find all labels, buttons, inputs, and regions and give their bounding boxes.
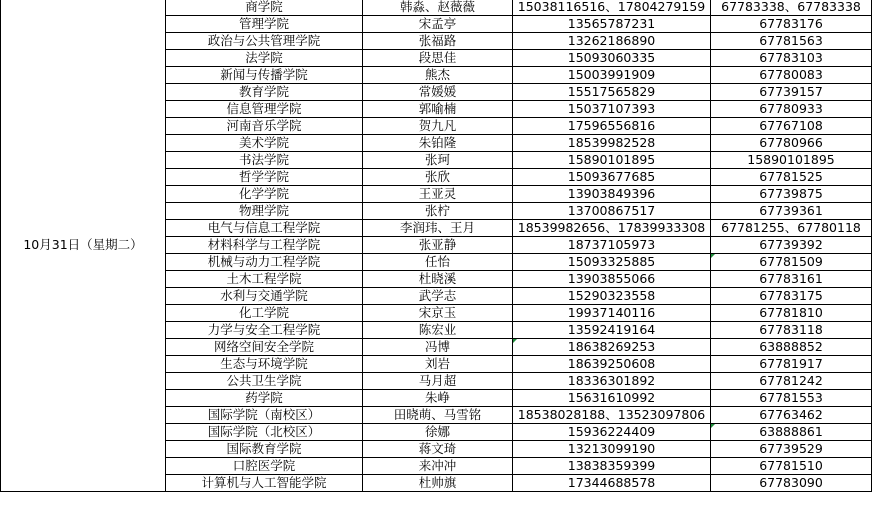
- mobile-cell[interactable]: 18639250608: [513, 356, 711, 373]
- office-cell[interactable]: 67783176: [711, 16, 872, 33]
- college-cell[interactable]: 电气与信息工程学院: [166, 220, 363, 237]
- office-cell[interactable]: 67763462: [711, 407, 872, 424]
- contact-cell[interactable]: 杜晓溪: [363, 271, 513, 288]
- college-cell[interactable]: 化工学院: [166, 305, 363, 322]
- mobile-cell[interactable]: 15936224409: [513, 424, 711, 441]
- college-cell[interactable]: 教育学院: [166, 84, 363, 101]
- contact-cell[interactable]: 熊杰: [363, 67, 513, 84]
- contact-cell[interactable]: 刘岩: [363, 356, 513, 373]
- contact-cell[interactable]: 张欣: [363, 169, 513, 186]
- office-cell[interactable]: 67781509: [711, 254, 872, 271]
- contact-cell[interactable]: 朱峥: [363, 390, 513, 407]
- college-cell[interactable]: 商学院: [166, 0, 363, 16]
- office-cell[interactable]: 67781510: [711, 458, 872, 475]
- college-cell[interactable]: 书法学院: [166, 152, 363, 169]
- mobile-cell[interactable]: 13213099190: [513, 441, 711, 458]
- office-cell[interactable]: 67783338、67783338: [711, 0, 872, 16]
- office-cell[interactable]: 67780083: [711, 67, 872, 84]
- college-cell[interactable]: 法学院: [166, 50, 363, 67]
- office-cell[interactable]: 67739529: [711, 441, 872, 458]
- contact-cell[interactable]: 冯博: [363, 339, 513, 356]
- office-cell[interactable]: 67783118: [711, 322, 872, 339]
- mobile-cell[interactable]: 15517565829: [513, 84, 711, 101]
- mobile-cell[interactable]: 18539982528: [513, 135, 711, 152]
- college-cell[interactable]: 国际教育学院: [166, 441, 363, 458]
- contact-cell[interactable]: 马月超: [363, 373, 513, 390]
- contact-cell[interactable]: 张福路: [363, 33, 513, 50]
- office-cell[interactable]: 67781810: [711, 305, 872, 322]
- college-cell[interactable]: 美术学院: [166, 135, 363, 152]
- contact-cell[interactable]: 徐娜: [363, 424, 513, 441]
- college-cell[interactable]: 信息管理学院: [166, 101, 363, 118]
- table-row: [1, 0, 872, 16]
- college-cell[interactable]: 生态与环境学院: [166, 356, 363, 373]
- mobile-cell[interactable]: 15093325885: [513, 254, 711, 271]
- college-cell[interactable]: 土木工程学院: [166, 271, 363, 288]
- mobile-cell[interactable]: 13262186890: [513, 33, 711, 50]
- office-cell[interactable]: 67739361: [711, 203, 872, 220]
- mobile-cell[interactable]: 13592419164: [513, 322, 711, 339]
- college-cell[interactable]: 力学与安全工程学院: [166, 322, 363, 339]
- mobile-cell[interactable]: 15290323558: [513, 288, 711, 305]
- contact-cell[interactable]: 韩淼、赵薇薇: [363, 0, 513, 16]
- contact-cell[interactable]: 张珂: [363, 152, 513, 169]
- contact-cell[interactable]: 张柠: [363, 203, 513, 220]
- office-cell[interactable]: 67739875: [711, 186, 872, 203]
- office-cell[interactable]: 67781553: [711, 390, 872, 407]
- office-cell[interactable]: 67781242: [711, 373, 872, 390]
- contact-cell[interactable]: 王亚灵: [363, 186, 513, 203]
- mobile-cell[interactable]: 18638269253: [513, 339, 711, 356]
- office-cell[interactable]: 67739157: [711, 84, 872, 101]
- office-cell[interactable]: 67767108: [711, 118, 872, 135]
- mobile-cell[interactable]: 18538028188、13523097806: [513, 407, 711, 424]
- mobile-cell[interactable]: 13700867517: [513, 203, 711, 220]
- college-cell[interactable]: 化学学院: [166, 186, 363, 203]
- date-cell[interactable]: 10月31日（星期二）: [1, 0, 166, 492]
- contact-cell[interactable]: 来冲冲: [363, 458, 513, 475]
- mobile-cell[interactable]: 17344688578: [513, 475, 711, 492]
- office-cell[interactable]: 67781563: [711, 33, 872, 50]
- college-cell[interactable]: 哲学学院: [166, 169, 363, 186]
- office-cell[interactable]: 15890101895: [711, 152, 872, 169]
- college-cell[interactable]: 新闻与传播学院: [166, 67, 363, 84]
- contact-cell[interactable]: 常媛媛: [363, 84, 513, 101]
- contact-cell[interactable]: 宋孟亭: [363, 16, 513, 33]
- contact-cell[interactable]: 郭喻楠: [363, 101, 513, 118]
- college-cell[interactable]: 公共卫生学院: [166, 373, 363, 390]
- college-cell[interactable]: 河南音乐学院: [166, 118, 363, 135]
- contact-cell[interactable]: 段思佳: [363, 50, 513, 67]
- mobile-cell[interactable]: 18737105973: [513, 237, 711, 254]
- mobile-cell[interactable]: 18539982656、17839933308: [513, 220, 711, 237]
- mobile-cell[interactable]: 13838359399: [513, 458, 711, 475]
- contact-cell[interactable]: 张亚静: [363, 237, 513, 254]
- mobile-cell[interactable]: 15631610992: [513, 390, 711, 407]
- mobile-cell[interactable]: 15093677685: [513, 169, 711, 186]
- office-cell[interactable]: 63888852: [711, 339, 872, 356]
- contact-cell[interactable]: 杜帅旗: [363, 475, 513, 492]
- office-cell[interactable]: 67781525: [711, 169, 872, 186]
- office-cell[interactable]: 67780933: [711, 101, 872, 118]
- mobile-cell[interactable]: 13903855066: [513, 271, 711, 288]
- mobile-cell[interactable]: 19937140116: [513, 305, 711, 322]
- mobile-cell[interactable]: 15038116516、17804279159: [513, 0, 711, 16]
- college-cell[interactable]: 水利与交通学院: [166, 288, 363, 305]
- college-cell[interactable]: 国际学院（南校区）: [166, 407, 363, 424]
- college-cell[interactable]: 计算机与人工智能学院: [166, 475, 363, 492]
- contact-cell[interactable]: 陈宏业: [363, 322, 513, 339]
- college-cell[interactable]: 口腔医学院: [166, 458, 363, 475]
- contact-cell[interactable]: 任怡: [363, 254, 513, 271]
- mobile-cell[interactable]: 13903849396: [513, 186, 711, 203]
- contact-cell[interactable]: 田晓萌、马雪铭: [363, 407, 513, 424]
- contact-cell[interactable]: 朱铂隆: [363, 135, 513, 152]
- mobile-cell[interactable]: 18336301892: [513, 373, 711, 390]
- contact-cell[interactable]: 贺九凡: [363, 118, 513, 135]
- office-cell[interactable]: 67739392: [711, 237, 872, 254]
- office-cell[interactable]: 67781255、67780118: [711, 220, 872, 237]
- contact-cell[interactable]: 蒋文琦: [363, 441, 513, 458]
- college-cell[interactable]: 网络空间安全学院: [166, 339, 363, 356]
- office-cell[interactable]: 67783090: [711, 475, 872, 492]
- college-cell[interactable]: 管理学院: [166, 16, 363, 33]
- contact-cell[interactable]: 李润玮、王月: [363, 220, 513, 237]
- office-cell[interactable]: 67783175: [711, 288, 872, 305]
- college-cell[interactable]: 物理学院: [166, 203, 363, 220]
- college-cell[interactable]: 药学院: [166, 390, 363, 407]
- college-cell[interactable]: 国际学院（北校区）: [166, 424, 363, 441]
- office-cell[interactable]: 63888861: [711, 424, 872, 441]
- contact-cell[interactable]: 武学志: [363, 288, 513, 305]
- contact-table-body: [1, 0, 872, 492]
- mobile-cell[interactable]: 17596556816: [513, 118, 711, 135]
- contact-cell[interactable]: 宋京玉: [363, 305, 513, 322]
- office-cell[interactable]: 67783161: [711, 271, 872, 288]
- college-cell[interactable]: 政治与公共管理学院: [166, 33, 363, 50]
- mobile-cell[interactable]: 15003991909: [513, 67, 711, 84]
- college-cell[interactable]: 机械与动力工程学院: [166, 254, 363, 271]
- office-cell[interactable]: 67781917: [711, 356, 872, 373]
- office-cell[interactable]: 67780966: [711, 135, 872, 152]
- office-cell[interactable]: 67783103: [711, 50, 872, 67]
- mobile-cell[interactable]: 15037107393: [513, 101, 711, 118]
- college-cell[interactable]: 材料科学与工程学院: [166, 237, 363, 254]
- mobile-cell[interactable]: 15093060335: [513, 50, 711, 67]
- mobile-cell[interactable]: 13565787231: [513, 16, 711, 33]
- mobile-cell[interactable]: 15890101895: [513, 152, 711, 169]
